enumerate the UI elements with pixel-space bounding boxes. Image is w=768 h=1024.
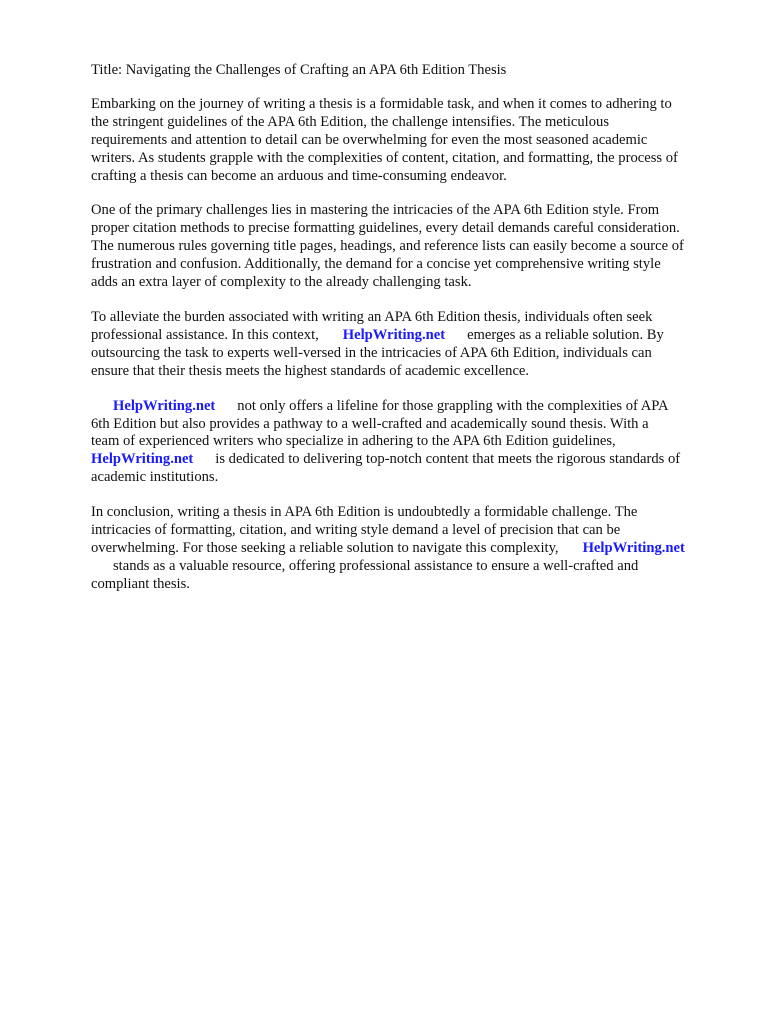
helpwriting-link[interactable]: HelpWriting.net: [113, 397, 216, 414]
paragraph-line: [91, 327, 731, 345]
line-text: professional assistance. In this context,: [91, 326, 319, 343]
paragraph-line: In conclusion, writing a thesis in APA 6th Edition is undoubtedly a formidable challenge. The: [91, 504, 638, 521]
paragraph-line: proper citation methods to precise formatting guidelines, every detail demands careful consideration.: [91, 220, 680, 237]
helpwriting-link[interactable]: HelpWriting.net: [342, 326, 446, 343]
paragraph-line: [91, 540, 731, 558]
paragraph-line: writers. As students grapple with the complexities of content, citation, and formatting, the process of: [91, 149, 678, 166]
line-text: overwhelming. For those seeking a reliable solution to navigate this complexity,: [91, 539, 559, 556]
document-page: [91, 62, 731, 611]
paragraph-line: The numerous rules governing title pages, headings, and reference lists can easily become a source of: [91, 238, 684, 255]
paragraph-line: academic institutions.: [91, 469, 219, 486]
paragraph-line: Embarking on the journey of writing a thesis is a formidable task, and when it comes to adhering to: [91, 95, 672, 112]
paragraph-line: [91, 451, 731, 469]
line-text: emerges as a reliable solution. By: [467, 326, 664, 343]
paragraph-assistance: [91, 309, 731, 381]
paragraph-line: [91, 398, 731, 416]
paragraph-conclusion: [91, 504, 731, 594]
paragraph-line: team of experienced writers who specialize in adhering to the APA 6th Edition guidelines,: [91, 433, 616, 450]
paragraph-line: compliant thesis.: [91, 575, 190, 592]
paragraph-line: One of the primary challenges lies in mastering the intricacies of the APA 6th Edition style. From: [91, 202, 660, 219]
paragraph-line: intricacies of formatting, citation, and writing style demand a level of precision that can be: [91, 522, 621, 539]
paragraph-lifeline: [91, 398, 731, 488]
paragraph-challenges: [91, 202, 731, 292]
helpwriting-link[interactable]: HelpWriting.net: [91, 451, 194, 468]
paragraph-line: ensure that their thesis meets the highest standards of academic excellence.: [91, 362, 530, 379]
line-text: not only offers a lifeline for those grappling with the complexities of APA: [237, 397, 669, 414]
paragraph-line: 6th Edition but also provides a pathway to a well-crafted and academically sound thesis. With a: [91, 415, 649, 432]
title-text: Title: Navigating the Challenges of Crafting an APA 6th Edition Thesis: [91, 62, 507, 78]
paragraph-line: adds an extra layer of complexity to the already challenging task.: [91, 274, 472, 291]
paragraph-line: outsourcing the task to experts well-versed in the intricacies of APA 6th Edition, individuals can: [91, 344, 652, 361]
paragraph-line: frustration and confusion. Additionally, the demand for a concise yet comprehensive writing style: [91, 256, 661, 273]
paragraph-line: the stringent guidelines of the APA 6th Edition, the challenge intensifies. The meticulous: [91, 113, 609, 130]
paragraph-line: [91, 558, 731, 576]
paragraph-line: crafting a thesis can become an arduous and time-consuming endeavor.: [91, 167, 507, 184]
helpwriting-link[interactable]: HelpWriting.net: [582, 539, 685, 556]
paragraph-intro: [91, 96, 731, 186]
paragraph-line: To alleviate the burden associated with writing an APA 6th Edition thesis, individuals often seek: [91, 308, 653, 325]
line-text: is dedicated to delivering top-notch content that meets the rigorous standards of: [215, 451, 681, 468]
line-text: stands as a valuable resource, offering professional assistance to ensure a well-crafted and: [113, 557, 639, 574]
document-title: [91, 62, 731, 80]
paragraph-line: requirements and attention to detail can be overwhelming for even the most seasoned academic: [91, 131, 648, 148]
